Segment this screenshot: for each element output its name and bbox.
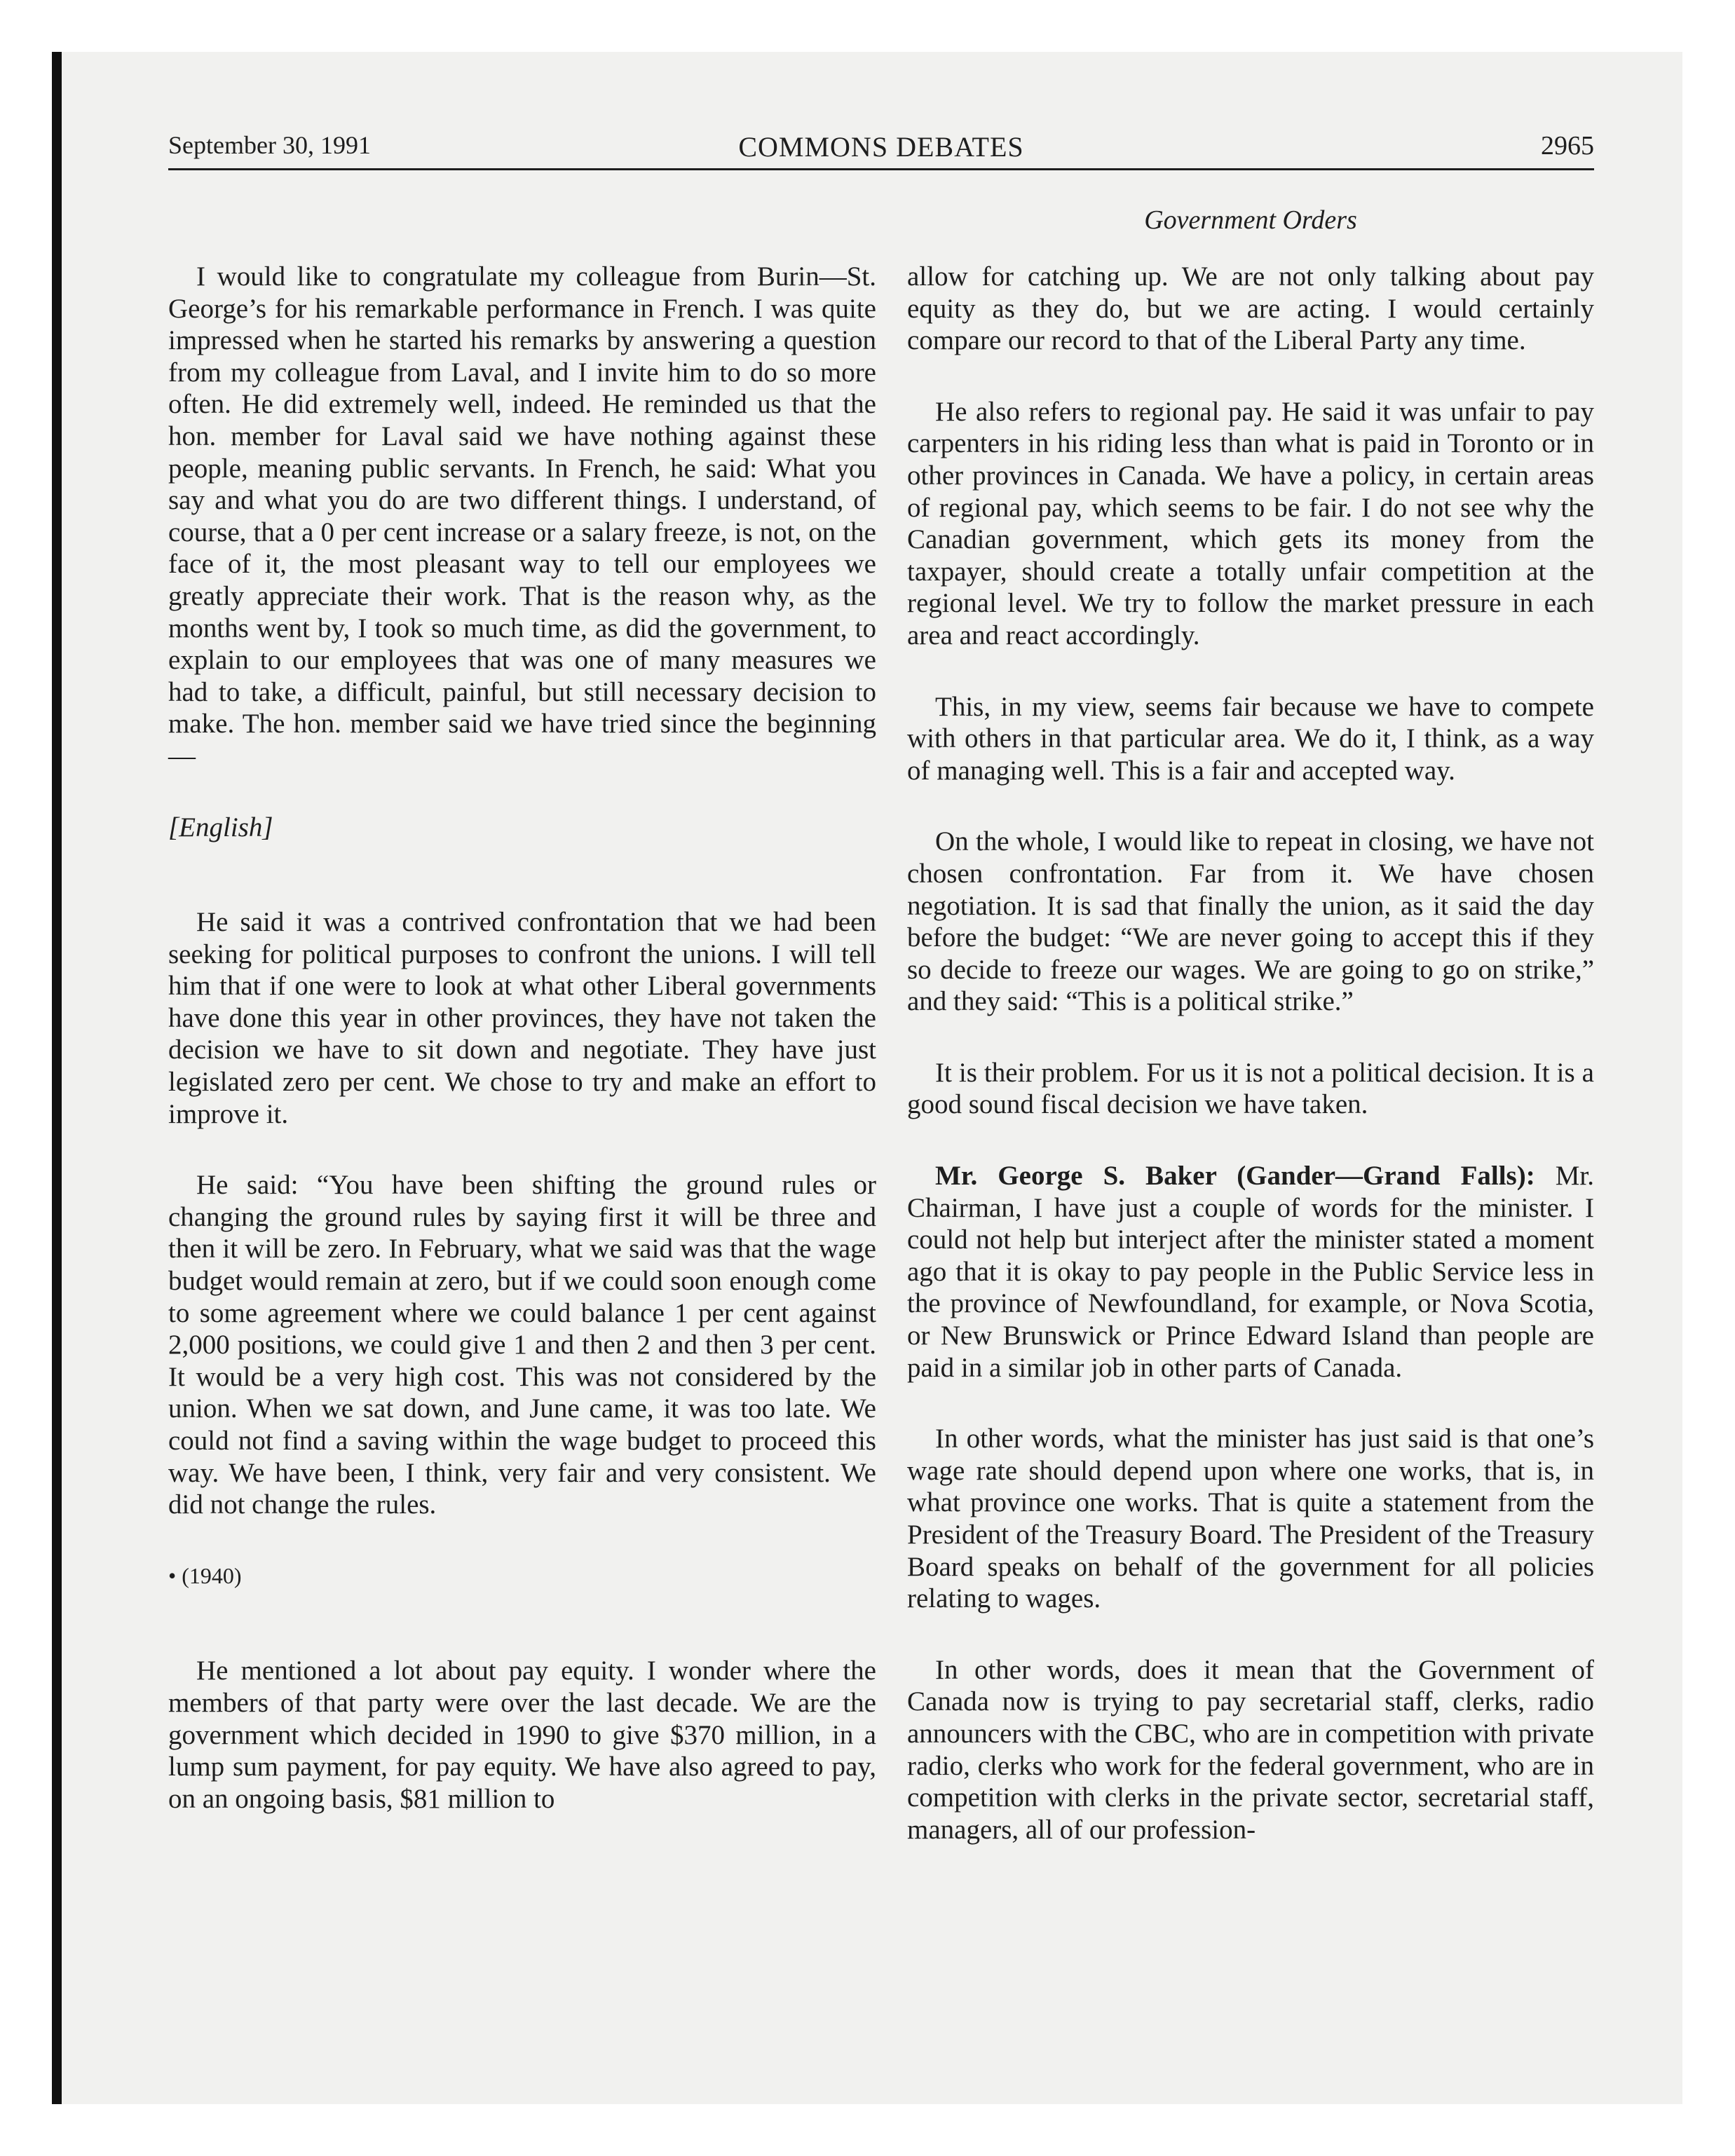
scan-border: [52, 52, 62, 2104]
speech-text: Mr. Chairman, I have just a couple of words for the minister. I could not help but interject after the minister stated a moment ago that it is okay to pay people in the Public Service less in the province of Newfoundland, for example, or Nova Scotia, or New Brunswick or Prince Edward Island than people are paid in a similar job in other parts of Canada.: [907, 1161, 1595, 1383]
speaker-name: Mr. George S. Baker (Gander—Grand Falls):: [935, 1161, 1535, 1192]
language-tag: [English]: [168, 812, 273, 842]
paragraph: He said: “You have been shifting the ground rules or changing the ground rules by saying first it will be three and then it will be zero. In February, what we said was that the wage budget would remain at zero, but if we could soon enough come to some agreement where we could balance 1 per cent against 2,000 positions, we could give 1 and then 2 and then 3 per cent. It would be a very high cost. This was not considered by the union. When we sat down, and June came, it was too late. We could not find a saving within the wage budget to proceed this way. We have been, I think, very fair and very consistent. We did not change the rules.: [168, 1170, 876, 1520]
header-title: COMMONS DEBATES: [738, 131, 1024, 163]
paragraph: He also refers to regional pay. He said it was unfair to pay carpenters in his riding less than what is paid in Toronto or in other provinces in Canada. We have a policy, in certain areas of regional pay, which seems to be fair. I do not see why the Canadian government, which gets its money from the taxpayer, should create a totally unfair competition at the regional level. We try to follow the market pressure in each area and react accordingly.: [907, 396, 1594, 650]
paragraph: This, in my view, seems fair because we have to compete with others in that particular area. We do it, I think, as a way of managing well. This is a fair and accepted way.: [907, 691, 1594, 786]
paragraph: It is their problem. For us it is not a political decision. It is a good sound fiscal decision we have taken.: [907, 1057, 1594, 1120]
speaker-paragraph: [907, 1160, 1594, 1384]
paragraph: He mentioned a lot about pay equity. I wonder where the members of that party were over the last decade. We are the government which decided in 1990 to give $370 million, in a lump sum payment, for pay equity. We have also agreed to pay, on an ongoing basis, $81 million to: [168, 1656, 876, 1814]
header-rule: [168, 168, 1594, 170]
right-column: [907, 261, 1594, 1885]
page-header: [168, 130, 1594, 167]
page-number: 2965: [1541, 131, 1594, 161]
paragraph: I would like to congratulate my colleague from Burin—St. George’s for his remarkable performance in French. I was quite impressed when he started his remarks by answering a question from my colleague from Laval, and I invite him to do so more often. He did extremely well, indeed. He reminded us that the hon. member for Laval said we have nothing against these people, meaning public servants. In French, he said: What you say and what you do are two different things. I understand, of course, that a 0 per cent increase or a salary freeze, is not, on the face of it, the most pleasant way to tell our employees we greatly appreciate their work. That is the reason why, as the months went by, I took so much time, as did the government, to explain to our employees that was one of many measures we had to take, a difficult, painful, but still necessary decision to make. The hon. member said we have tried since the beginning—: [168, 261, 876, 771]
left-column: [168, 261, 876, 1854]
paragraph: allow for catching up. We are not only talking about pay equity as they do, but we are acting. I would certainly compare our record to that of the Liberal Party any time.: [907, 261, 1594, 356]
header-date: September 30, 1991: [168, 131, 371, 159]
paragraph: He said it was a contrived confrontation that we had been seeking for political purposes to confront the unions. I will tell him that if one were to look at what other Liberal governments have done this year in other provinces, they have not taken the decision we have to sit down and negotiate. They have just legislated zero per cent. We chose to try and make an effort to improve it.: [168, 907, 876, 1129]
time-marker: • (1940): [168, 1562, 242, 1588]
paragraph: In other words, what the minister has just said is that one’s wage rate should depend upon where one works, that is, in what province one works. That is quite a statement from the President of the Treasury Board. The President of the Treasury Board speaks on behalf of the government for all policies relating to wages.: [907, 1424, 1594, 1614]
paragraph: On the whole, I would like to repeat in closing, we have not chosen confrontation. Far from it. We have chosen negotiation. It is sad that finally the union, as it said the day before the budget: “We are never going to accept this if they so decide to freeze our wages. We are going to go on strike,” and they said: “This is a political strike.”: [907, 826, 1594, 1017]
section-heading: Government Orders: [1144, 205, 1357, 235]
paragraph: In other words, does it mean that the Government of Canada now is trying to pay secretarial staff, clerks, radio announcers with the CBC, who are in competition with private radio, clerks who work for the federal government, who are in competition with clerks in the private sector, secretarial staff, managers, all of our profession-: [907, 1654, 1594, 1845]
